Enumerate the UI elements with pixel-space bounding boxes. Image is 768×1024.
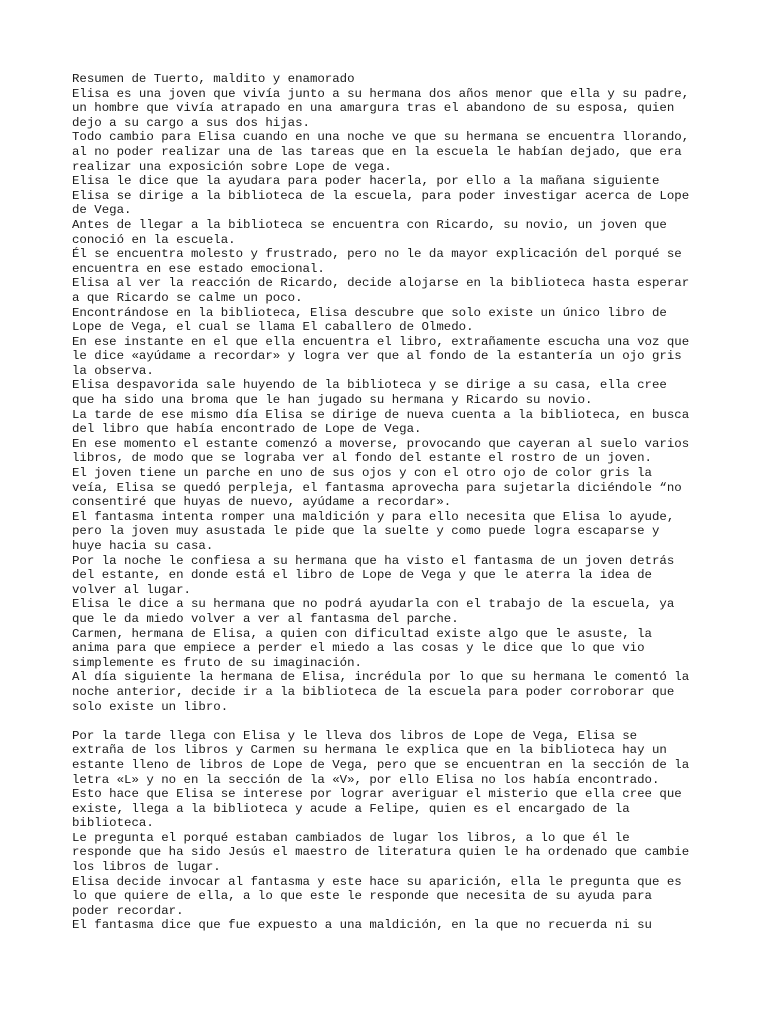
text-line: Esto hace que Elisa se interese por lograr averiguar el misterio que ella cree que [72,787,682,802]
text-line: letra «L» y no en la sección de la «V», por ello Elisa no los había encontrado. [72,772,660,787]
text-line: Resumen de Tuerto, maldito y enamorado [72,72,355,86]
text-line: consentiré que huyas de nuevo, ayúdame a recordar». [72,495,452,510]
text-line: anima para que empiece a perder el miedo a las cosas y le dice que lo que vio [72,641,645,656]
text-line: El joven tiene un parche en uno de sus ojos y con el otro ojo de color gris la [72,466,652,481]
text-line: del libro que había encontrado de Lope de Vega. [72,422,422,437]
text-line: veía, Elisa se quedó perpleja, el fantasma aprovecha para sujetarla diciéndole “no [72,480,682,495]
text-line: Por la tarde llega con Elisa y le lleva dos libros de Lope de Vega, Elisa se [72,728,638,743]
text-line: poder recordar. [72,903,184,918]
text-line: La tarde de ese mismo día Elisa se dirige de nueva cuenta a la biblioteca, en busca [72,407,690,422]
text-line: encuentra en ese estado emocional. [72,261,325,276]
text-line: pero la joven muy asustada le pide que la suelte y como puede logra escaparse y [72,524,660,539]
text-line: a que Ricardo se calme un poco. [72,290,303,305]
text-line: del estante, en donde está el libro de Lope de Vega y que le aterra la idea de [72,568,652,583]
text-line: Al día siguiente la hermana de Elisa, incrédula por lo que su hermana le comentó la [72,670,690,685]
text-line: Antes de llegar a la biblioteca se encuentra con Ricardo, su novio, un joven que [72,217,667,232]
text-line: Carmen, hermana de Elisa, a quien con dificultad existe algo que le asuste, la [72,626,652,641]
text-line: que le da miedo volver a ver al fantasma del parche. [72,611,459,626]
text-line: solo existe un libro. [72,699,229,714]
text-line: En ese instante en el que ella encuentra el libro, extrañamente escucha una voz que [72,334,690,349]
text-line: Elisa al ver la reacción de Ricardo, decide alojarse en la biblioteca hasta esperar [72,276,690,291]
text-line: responde que ha sido Jesús el maestro de literatura quien le ha ordenado que cambie [72,845,690,860]
text-line: Le pregunta el porqué estaban cambiados de lugar los libros, a lo que él le [72,830,630,845]
text-line: Él se encuentra molesto y frustrado, pero no le da mayor explicación del porqué se [72,247,682,262]
text-line: lo que quiere de ella, a lo que este le responde que necesita de su ayuda para [72,889,652,904]
text-line: la observa. [72,363,154,378]
text-line: Elisa se dirige a la biblioteca de la escuela, para poder investigar acerca de Lope [72,188,690,203]
text-line: que ha sido una broma que le han jugado su hermana y Ricardo su novio. [72,393,593,408]
text-line: estante lleno de libros de Lope de Vega, pero que se encuentran en la sección de la [72,757,690,772]
text-line: Todo cambio para Elisa cuando en una noche ve que su hermana se encuentra llorando, [72,130,690,145]
text-line: libros, de modo que se lograba ver al fondo del estante el rostro de un joven. [72,451,652,466]
text-line: de Vega. [72,203,132,218]
text-line: realizar una exposición sobre Lope de vega. [72,159,392,174]
text-line: Elisa es una joven que vivía junto a su hermana dos años menor que ella y su padre, [72,86,690,101]
text-line: conoció en la escuela. [72,232,236,247]
document-page [72,72,712,933]
text-line: los libros de lugar. [72,860,221,875]
text-line: volver al lugar. [72,582,191,597]
text-line: al no poder realizar una de las tareas que en la escuela le habían dejado, que era [72,144,682,159]
text-line: un hombre que vivía atrapado en una amargura tras el abandono de su esposa, quien [72,101,675,116]
text-line: Lope de Vega, el cual se llama El caballero de Olmedo. [72,320,474,335]
text-line: simplemente es fruto de su imaginación. [72,655,362,670]
text-line: El fantasma dice que fue expuesto a una maldición, en la que no recuerda ni su [72,918,652,933]
text-line: noche anterior, decide ir a la biblioteca de la escuela para poder corroborar que [72,684,675,699]
text-line: huye hacia su casa. [72,539,214,553]
text-line: El fantasma intenta romper una maldición y para ello necesita que Elisa lo ayude, [72,509,675,524]
text-line: Elisa le dice a su hermana que no podrá ayudarla con el trabajo de la escuela, ya [72,597,675,612]
text-line: Encontrándose en la biblioteca, Elisa descubre que solo existe un único libro de [72,305,667,320]
text-line: En ese momento el estante comenzó a moverse, provocando que cayeran al suelo varios [72,436,690,451]
text-line: Por la noche le confiesa a su hermana que ha visto el fantasma de un joven detrás [72,553,675,568]
text-line: extraña de los libros y Carmen su hermana le explica que en la biblioteca hay un [72,743,667,758]
text-line: Elisa decide invocar al fantasma y este hace su aparición, ella le pregunta que es [72,874,682,889]
text-line [72,714,712,729]
text-line: existe, llega a la biblioteca y acude a Felipe, quien es el encargado de la [72,801,630,816]
text-line: le dice «ayúdame a recordar» y logra ver que al fondo de la estantería un ojo gris [72,349,682,364]
text-line: dejo a su cargo a sus dos hijas. [72,115,310,130]
text-line: biblioteca. [72,816,154,831]
text-line: Elisa le dice que la ayudara para poder hacerla, por ello a la mañana siguiente [72,174,660,189]
text-line: Elisa despavorida sale huyendo de la biblioteca y se dirige a su casa, ella cree [72,378,667,393]
